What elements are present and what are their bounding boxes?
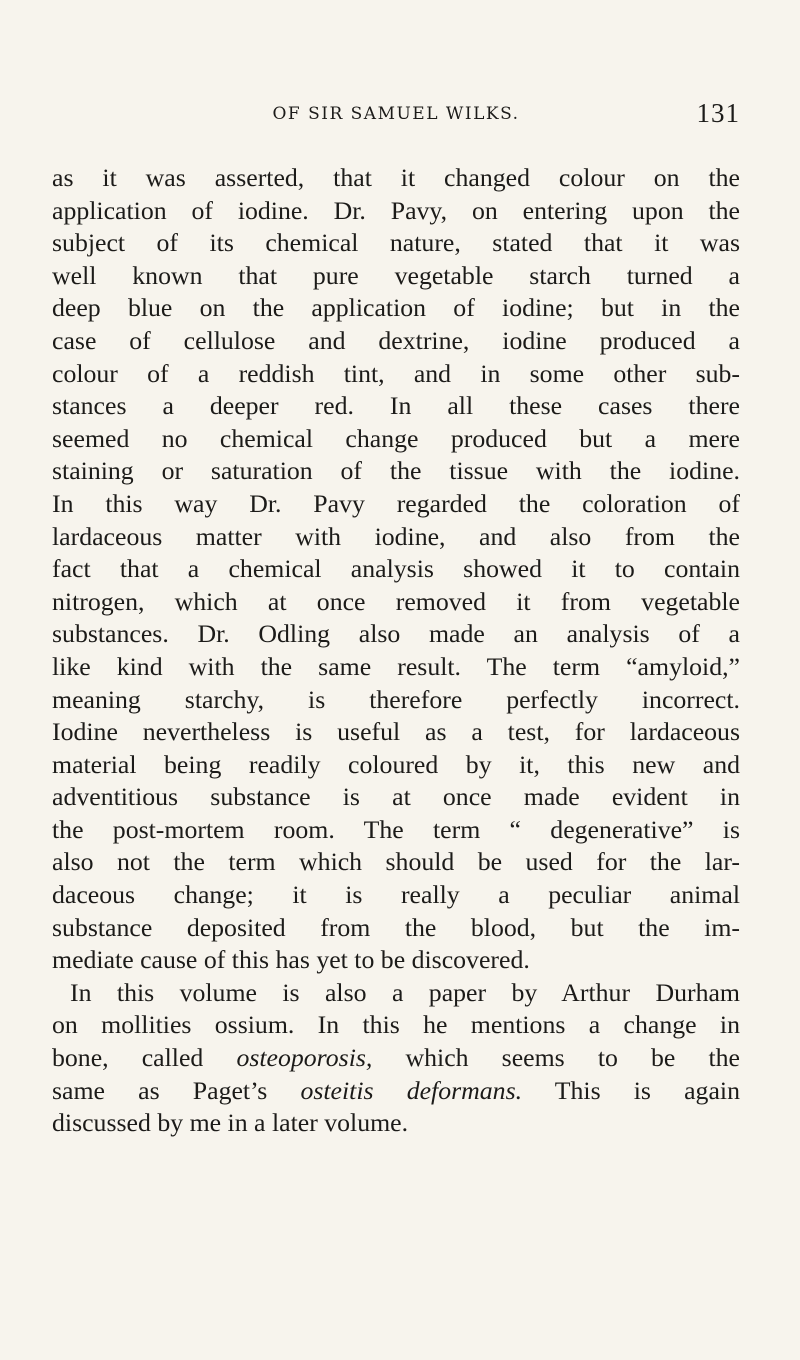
text-line: stances a deeper red. In all these cases there	[52, 391, 740, 421]
body-text	[52, 162, 740, 1140]
page-header	[52, 98, 740, 138]
text-line: application of iodine. Dr. Pavy, on entering upon the	[52, 195, 740, 225]
italic-term: osteitis deformans.	[300, 1075, 523, 1105]
text-line: daceous change; it is really a peculiar animal	[52, 880, 740, 910]
text-line-with-term	[52, 1075, 740, 1108]
text-line: seemed no chemical change produced but a mere	[52, 423, 740, 453]
text-segment: which seems to be the	[372, 1043, 741, 1073]
text-line: like kind with the same result. The term “amyloid,”	[52, 651, 740, 681]
text-line: meaning starchy, is therefore perfectly incorrect.	[52, 684, 740, 714]
text-segment: same as Paget’s	[52, 1075, 301, 1105]
page-number: 131	[696, 98, 740, 128]
text-line: staining or saturation of the tissue with the iodine.	[52, 456, 740, 486]
text-line: as it was asserted, that it changed colour on the	[52, 163, 740, 192]
paragraph-start-line: In this volume is also a paper by Arthur Durham	[70, 977, 740, 1007]
text-line: case of cellulose and dextrine, iodine produced a	[52, 325, 740, 355]
text-line: adventitious substance is at once made evident in	[52, 782, 740, 812]
text-line: substances. Dr. Odling also made an analysis of a	[52, 619, 740, 649]
text-line: lardaceous matter with iodine, and also from the	[52, 521, 740, 551]
text-line: discussed by me in a later volume.	[52, 1108, 409, 1138]
text-line: subject of its chemical nature, stated that it was	[52, 228, 740, 258]
text-line: substance deposited from the blood, but the im-	[52, 912, 740, 942]
text-line: Iodine nevertheless is useful as a test, for lardaceous	[52, 717, 740, 747]
text-segment: This is again	[522, 1075, 740, 1105]
running-title: OF SIR SAMUEL WILKS.	[272, 104, 520, 124]
text-line: colour of a reddish tint, and in some other sub-	[52, 358, 740, 388]
text-line: In this way Dr. Pavy regarded the coloration of	[52, 488, 740, 518]
text-line: on mollities ossium. In this he mentions a change in	[52, 1010, 740, 1040]
text-segment: bone, called	[52, 1043, 237, 1073]
text-line: material being readily coloured by it, this new and	[52, 749, 740, 779]
text-line: deep blue on the application of iodine; but in the	[52, 293, 740, 323]
text-line: well known that pure vegetable starch turned a	[52, 260, 740, 290]
text-line: nitrogen, which at once removed it from vegetable	[52, 586, 740, 616]
text-line: mediate cause of this has yet to be discovered.	[52, 945, 530, 975]
text-line: the post-mortem room. The term “ degenerative” is	[52, 814, 740, 844]
text-line: fact that a chemical analysis showed it to contain	[52, 554, 740, 584]
text-line-with-term	[52, 1042, 740, 1075]
italic-term: osteoporosis,	[236, 1043, 373, 1073]
text-line: also not the term which should be used for the lar-	[52, 847, 740, 877]
